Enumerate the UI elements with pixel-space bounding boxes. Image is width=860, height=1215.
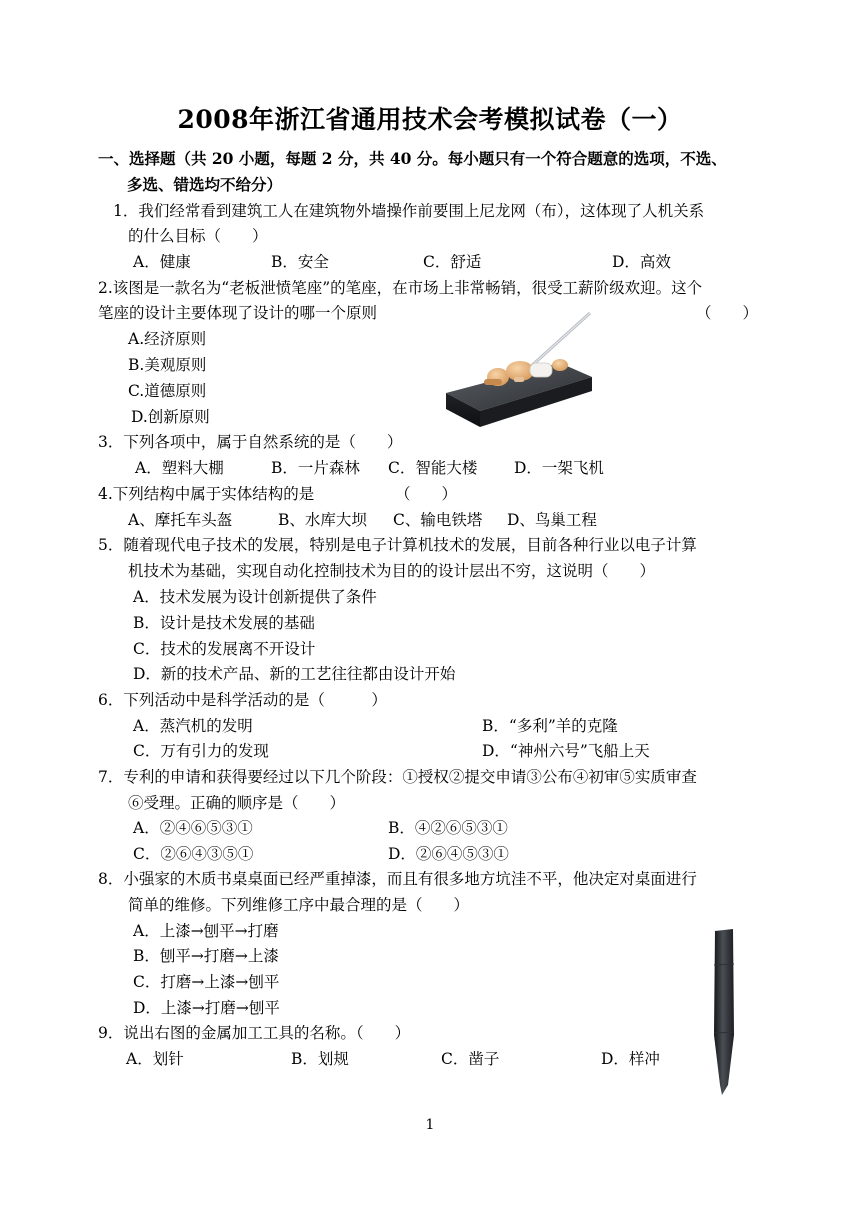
q6-option-a: A．蒸汽机的发明 [133, 717, 253, 735]
q3-option-a: A．塑料大棚 [135, 459, 224, 477]
q8-stem-cont: 简单的维修。下列维修工序中最合理的是（ ） [128, 896, 470, 914]
q2-option-a: A.经济原则 [128, 330, 207, 348]
q5-stem-cont: 机技术为基础，实现自动化控制技术为目的的设计层出不穷，这说明（ ） [128, 562, 656, 580]
q8-option-a: A．上漆→刨平→打磨 [133, 922, 279, 940]
q8-stem: 8．小强家的木质书桌桌面已经严重掉漆，而且有很多地方坑洼不平，他决定对桌面进行 [98, 870, 697, 888]
q3-option-c: C．智能大楼 [388, 459, 478, 477]
section-heading: 一、选择题（共 20 小题，每题 2 分，共 40 分。每小题只有一个符合题意的选项，不选、 [98, 149, 727, 168]
q9-option-d: D．样冲 [601, 1050, 660, 1068]
q4-answer-paren: （ ） [395, 485, 458, 503]
q4-option-d: D、鸟巢工程 [507, 511, 597, 529]
q4-option-a: A、摩托车头盔 [128, 511, 233, 529]
q2-stem-cont: 笔座的设计主要体现了设计的哪一个原则 [98, 304, 378, 322]
q2-answer-paren: （ ） [696, 304, 759, 322]
pen-holder-image [440, 305, 600, 435]
q1-option-a: A．健康 [133, 253, 191, 271]
q2-stem: 2.该图是一款名为“老板泄愤笔座”的笔座，在市场上非常畅销，很受工薪阶级欢迎。这个 [98, 279, 703, 297]
q5-option-c: C．技术的发展离不开设计 [133, 640, 316, 658]
q8-option-c: C．打磨→上漆→刨平 [133, 973, 280, 991]
q3-option-b: B．一片森林 [271, 459, 360, 477]
q5-stem: 5．随着现代电子技术的发展，特别是电子计算机技术的发展，目前各种行业以电子计算 [98, 536, 697, 554]
q1-stem: 1．我们经常看到建筑工人在建筑物外墙操作前要围上尼龙网（布），这体现了人机关系 [113, 202, 705, 220]
q1-option-d: D．高效 [612, 253, 671, 271]
q6-stem: 6．下列活动中是科学活动的是（ ） [98, 691, 387, 709]
q9-option-b: B．划规 [291, 1050, 349, 1068]
q6-option-b: B．“多利”羊的克隆 [482, 717, 618, 735]
q7-stem-cont: ⑥受理。正确的顺序是（ ） [128, 794, 346, 812]
q4-option-b: B、水库大坝 [278, 511, 367, 529]
page-number: 1 [425, 1117, 435, 1133]
q8-option-d: D．上漆→打磨→刨平 [133, 999, 280, 1017]
q7-option-b: B．④②⑥⑤③① [388, 819, 508, 837]
q6-option-d: D．“神州六号”飞船上天 [482, 742, 650, 760]
q9-option-a: A．划针 [126, 1050, 184, 1068]
q7-option-a: A．②④⑥⑤③① [133, 819, 253, 837]
q3-option-d: D．一架飞机 [514, 459, 604, 477]
q2-option-d: D.创新原则 [131, 408, 210, 426]
q9-option-c: C．凿子 [441, 1050, 500, 1068]
q2-option-b: B.美观原则 [128, 356, 207, 374]
q8-option-b: B．刨平→打磨→上漆 [133, 947, 279, 965]
q1-stem-cont: 的什么目标（ ） [128, 227, 268, 245]
q7-stem: 7．专利的申请和获得要经过以下几个阶段：①授权②提交申请③公布④初审⑤实质审查 [98, 768, 697, 786]
q3-stem: 3．下列各项中，属于自然系统的是（ ） [98, 433, 403, 451]
section-heading-cont: 多选、错选均不给分） [127, 175, 283, 194]
q1-option-c: C．舒适 [423, 253, 482, 271]
q1-option-b: B．安全 [271, 253, 329, 271]
q5-option-d: D．新的技术产品、新的工艺往往都由设计开始 [133, 665, 456, 683]
q4-stem: 4.下列结构中属于实体结构的是 [98, 485, 315, 503]
q7-option-d: D．②⑥④⑤③① [388, 845, 509, 863]
q7-option-c: C．②⑥④③⑤① [133, 845, 254, 863]
q2-option-c: C.道德原则 [128, 382, 207, 400]
q6-option-c: C．万有引力的发现 [133, 742, 269, 760]
q5-option-a: A．技术发展为设计创新提供了条件 [133, 588, 377, 606]
q4-option-c: C、输电铁塔 [393, 511, 483, 529]
q9-stem: 9．说出右图的金属加工工具的名称。（ ） [98, 1024, 411, 1042]
page-title: 2008年浙江省通用技术会考模拟试卷（一） [177, 105, 683, 134]
q5-option-b: B．设计是技术发展的基础 [133, 614, 315, 632]
center-punch-image [700, 925, 745, 1100]
